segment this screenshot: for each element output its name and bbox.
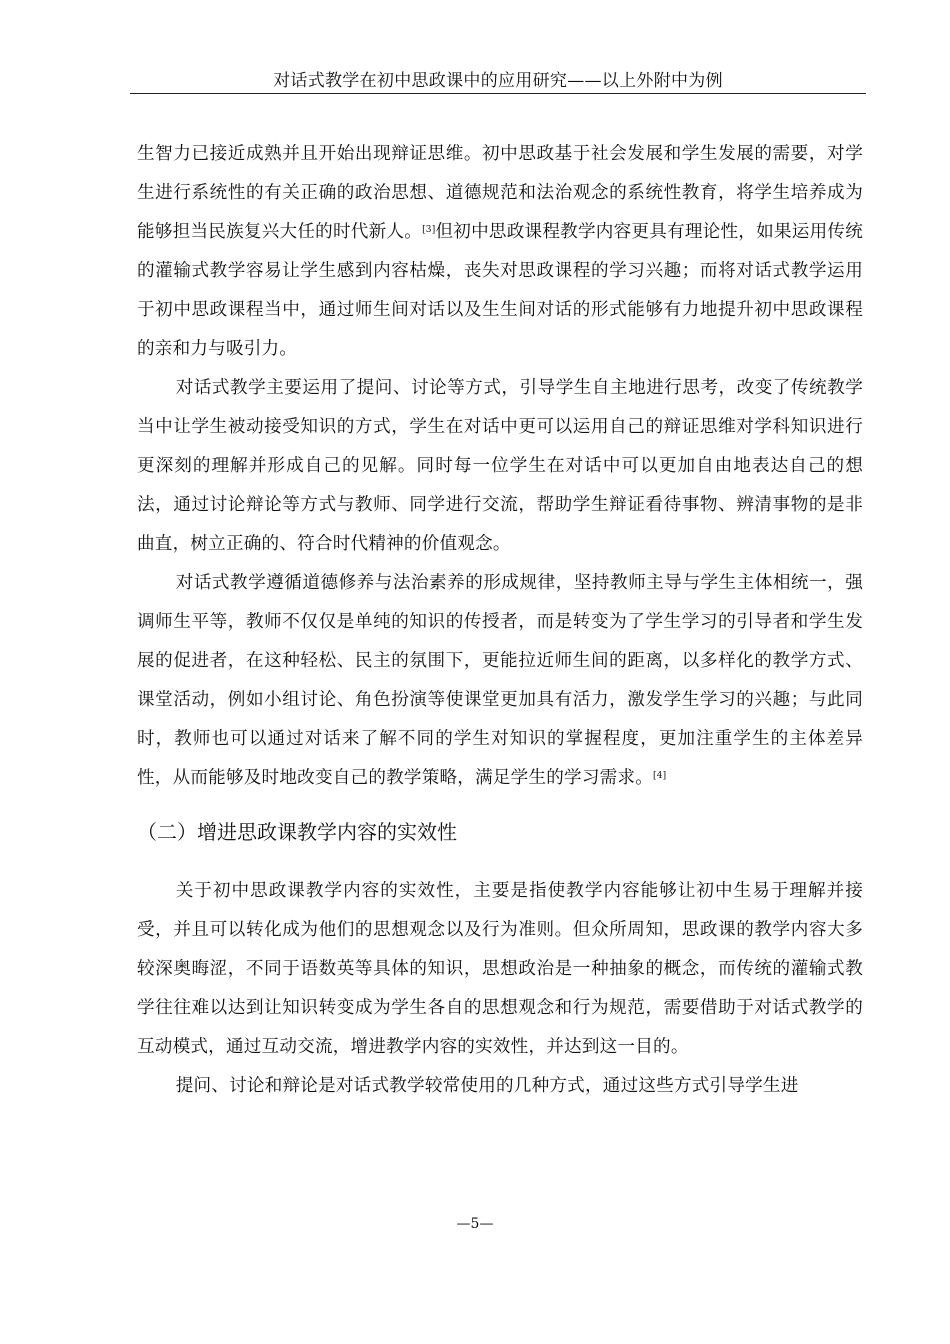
body-paragraph-2: [137, 369, 863, 564]
page-number: —5—: [456, 1216, 494, 1232]
section-heading: （二）增进思政课教学内容的实效性: [137, 820, 457, 844]
paragraph-text: 关于初中思政课教学内容的实效性，主要是指使教学内容能够让初中生易于理解并接受，并且可以转化成为他们的思想观念以及行为准则。但众所周知，思政课的教学内容大多较深奥晦涩，不同于语数英等具体的知识，思想政治是一种抽象的概念，而传统的灌输式教学往往难以达到让知识转变成为学生各自的思想观念和行为规范，需要借助于对话式教学的互动模式，通过互动交流，增进教学内容的实效性，并达到这一目的。: [137, 881, 863, 1057]
header-rule: [130, 93, 866, 94]
body-paragraph-5: [137, 1067, 863, 1106]
citation-marker: [3]: [422, 225, 436, 235]
paragraph-text: 对话式教学遵循道德修养与法治素养的形成规律，坚持教师主导与学生主体相统一，强调师生平等，教师不仅仅是单纯的知识的传授者，而是转变为了学生学习的引导者和学生发展的促进者，在这种轻松、民主的氛围下，更能拉近师生间的距离，以多样化的教学方式、课堂活动，例如小组讨论、角色扮演等使课堂更加具有活力，激发学生学习的兴趣；与此同时，教师也可以通过对话来了解不同的学生对知识的掌握程度，更加注重学生的主体差异性，从而能够及时地改变自己的教学策略，满足学生的学习需求。: [137, 573, 863, 788]
body-paragraph-4: [137, 872, 863, 1067]
paragraph-text-continued: 但初中思政课程教学内容更具有理论性，如果运用传统的灌输式教学容易让学生感到内容枯燥，丧失对思政课程的学习兴趣；而将对话式教学运用于初中思政课程当中，通过师生间对话以及生生间对话的形式能够有力地提升初中思政课程的亲和力与吸引力。: [137, 222, 863, 359]
citation-marker: [4]: [653, 771, 667, 781]
paragraph-text: 提问、讨论和辩论是对话式教学较常使用的几种方式，通过这些方式引导学生进: [175, 1076, 799, 1096]
paragraph-text: 生智力已接近成熟并且开始出现辩证思维。初中思政基于社会发展和学生发展的需要，对学生进行系统性的有关正确的政治思想、道德规范和法治观念的系统性教育，将学生培养成为能够担当民族复兴大任的时代新人。: [137, 144, 863, 242]
document-body: [137, 135, 863, 1106]
body-paragraph-1: [137, 135, 863, 369]
running-header: 对话式教学在初中思政课中的应用研究——以上外附中为例: [273, 71, 723, 91]
paragraph-text: 对话式教学主要运用了提问、讨论等方式，引导学生自主地进行思考，改变了传统教学当中让学生被动接受知识的方式，学生在对话中更可以运用自己的辩证思维对学科知识进行更深刻的理解并形成自己的见解。同时每一位学生在对话中可以更加自由地表达自己的想法，通过讨论辩论等方式与教师、同学进行交流，帮助学生辩证看待事物、辨清事物的是非曲直，树立正确的、符合时代精神的价值观念。: [137, 378, 863, 554]
body-paragraph-3: [137, 564, 863, 798]
